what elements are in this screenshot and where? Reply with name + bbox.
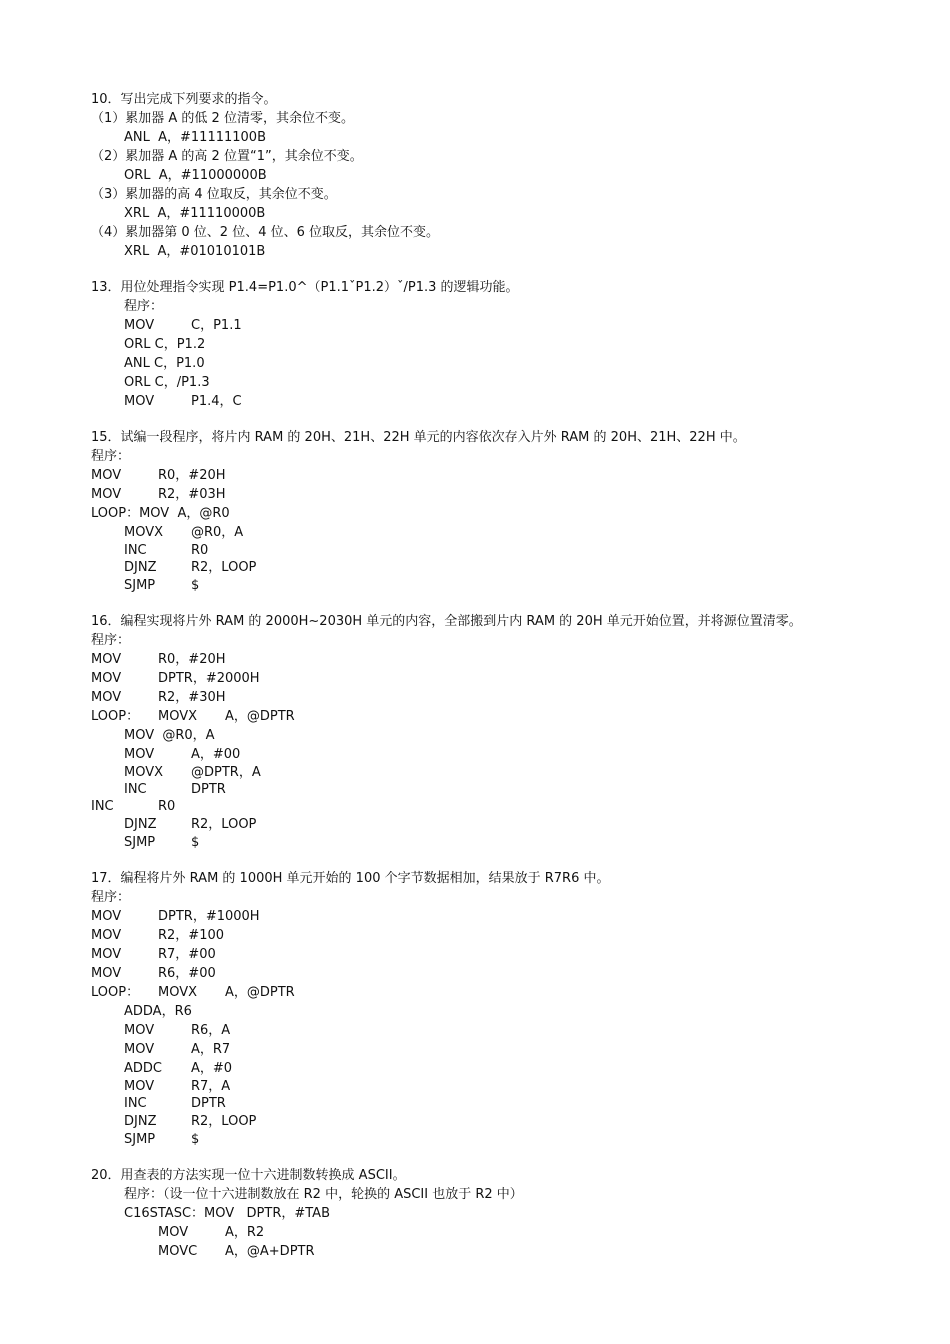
operand: R2，#03H (158, 487, 226, 502)
opcode: ADDC (124, 1061, 162, 1076)
operand: $ (191, 1132, 200, 1147)
opcode: MOV (124, 318, 155, 333)
opcode: MOVX (124, 765, 164, 780)
q15-code-line (91, 542, 911, 559)
code-label: LOOP： (91, 709, 140, 724)
q17-code-line (91, 1113, 911, 1131)
q10-answer1: ANL A，#11111100B (124, 130, 266, 145)
q13-code-line (91, 392, 911, 411)
q10-part3: （3）累加器的高 4 位取反，其余位不变。 (91, 187, 337, 202)
q17-code-line (91, 983, 911, 1002)
opcode: DJNZ (124, 560, 157, 575)
q20-program-label: 程序：（设一位十六进制数放在 R2 中，轮换的 ASCII 也放于 R2 中） (124, 1187, 523, 1202)
opcode: MOV (91, 928, 122, 943)
operand: C，P1.1 (191, 318, 242, 333)
operand: DPTR (191, 782, 226, 797)
q17-code-line (91, 964, 911, 983)
q13-code-line (91, 316, 911, 335)
opcode: SJMP (124, 835, 156, 850)
q16-code-line (91, 745, 911, 764)
operand: R2，LOOP (191, 560, 257, 575)
operand: A，@DPTR (225, 985, 295, 1000)
q16-code-line (91, 798, 911, 816)
operand: P1.4，C (191, 394, 242, 409)
operand: R7，A (191, 1079, 231, 1094)
opcode: MOV (124, 1023, 155, 1038)
operand: R0 (191, 543, 209, 558)
operand: DPTR (191, 1096, 226, 1111)
q16-code-line: MOV @R0，A (124, 728, 215, 743)
q15-code-line: LOOP：MOV A，@R0 (91, 506, 230, 521)
q20-title: 20．用查表的方法实现一位十六进制数转换成 ASCII。 (91, 1168, 406, 1183)
q16-code-line (91, 669, 911, 688)
q15-code-line (91, 466, 911, 485)
q17-code-line (91, 945, 911, 964)
q13-title: 13．用位处理指令实现 P1.4=P1.0^（P1.1ˇP1.2）ˇ/P1.3 的逻辑功能。 (91, 280, 519, 295)
q16-code-line (91, 650, 911, 669)
opcode: INC (124, 782, 147, 797)
q15-code-line (91, 523, 911, 542)
opcode: SJMP (124, 578, 156, 593)
operand: @R0，A (191, 525, 244, 540)
opcode: SJMP (124, 1132, 156, 1147)
q16-title: 16．编程实现将片外 RAM 的 2000H~2030H 单元的内容，全部搬到片内 RAM 的 20H 单元开始位置，并将源位置清零。 (91, 614, 802, 629)
q17-code-line (91, 1131, 911, 1149)
q16-code-line (91, 688, 911, 707)
q10-title: 10．写出完成下列要求的指令。 (91, 92, 277, 107)
operand: R6，#00 (158, 966, 216, 981)
operand: A，R2 (225, 1225, 265, 1240)
operand: DPTR，#2000H (158, 671, 260, 686)
q16-code-line (91, 834, 911, 852)
q17-program-label: 程序： (91, 890, 131, 905)
q13-program-label: 程序： (124, 299, 164, 314)
operand: R2，#30H (158, 690, 226, 705)
opcode: MOV (91, 947, 122, 962)
operand: DPTR，#1000H (158, 909, 260, 924)
q13-code-line: ORL C，/P1.3 (124, 375, 210, 390)
opcode: MOV (124, 1079, 155, 1094)
q15-code-line (91, 485, 911, 504)
q15-title: 15．试编一段程序，将片内 RAM 的 20H、21H、22H 单元的内容依次存入片外 RAM 的 20H、21H、22H 中。 (91, 430, 746, 445)
q16-code-line (91, 781, 911, 798)
operand: R2，LOOP (191, 1114, 257, 1129)
opcode: INC (124, 1096, 147, 1111)
opcode: MOVX (124, 525, 164, 540)
operand: R0，#20H (158, 652, 226, 667)
q15-code-line (91, 559, 911, 577)
document-page (91, 90, 911, 1261)
operand: R2，LOOP (191, 817, 257, 832)
operand: A，#00 (191, 747, 241, 762)
opcode: MOV (91, 487, 122, 502)
q20-code-line (91, 1223, 911, 1242)
q16-program-label: 程序： (91, 633, 131, 648)
opcode: MOVX (158, 985, 198, 1000)
opcode: MOV (158, 1225, 189, 1240)
operand: R2，#100 (158, 928, 225, 943)
operand: A，@A+DPTR (225, 1244, 315, 1259)
q15-code-line (91, 577, 911, 595)
q17-code-line (91, 1059, 911, 1078)
opcode: MOV (91, 468, 122, 483)
opcode: MOV (91, 909, 122, 924)
q17-code-line (91, 907, 911, 926)
operand: R0，#20H (158, 468, 226, 483)
q17-title: 17．编程将片外 RAM 的 1000H 单元开始的 100 个字节数据相加，结果放于 R7R6 中。 (91, 871, 610, 886)
q16-code-line (91, 816, 911, 834)
q16-code-line (91, 764, 911, 781)
opcode: MOVX (158, 709, 198, 724)
q10-answer3: XRL A，#11110000B (124, 206, 266, 221)
q13-code-line: ORL C，P1.2 (124, 337, 206, 352)
q15-program-label: 程序： (91, 449, 131, 464)
code-label: LOOP： (91, 985, 140, 1000)
q17-code-line (91, 926, 911, 945)
operand: A，R7 (191, 1042, 231, 1057)
operand: R6，A (191, 1023, 231, 1038)
q20-code-line (91, 1242, 911, 1261)
q10-answer2: ORL A，#11000000B (124, 168, 267, 183)
q17-code-line (91, 1078, 911, 1095)
q17-code-line (91, 1040, 911, 1059)
q10-part2: （2）累加器 A 的高 2 位置“1”，其余位不变。 (91, 149, 363, 164)
q13-code-line: ANL C，P1.0 (124, 356, 205, 371)
q10-part1: （1）累加器 A 的低 2 位清零，其余位不变。 (91, 111, 354, 126)
opcode: MOV (91, 671, 122, 686)
opcode: MOV (124, 747, 155, 762)
operand: A，#0 (191, 1061, 233, 1076)
q17-code-line: ADDA，R6 (124, 1004, 192, 1019)
operand: $ (191, 835, 200, 850)
q16-code-line (91, 707, 911, 726)
operand: @DPTR，A (191, 765, 261, 780)
opcode: MOV (124, 1042, 155, 1057)
q17-code-line (91, 1021, 911, 1040)
operand: R0 (158, 799, 176, 814)
q20-code-line: C16STASC：MOV DPTR，#TAB (124, 1206, 330, 1221)
opcode: MOV (124, 394, 155, 409)
opcode: INC (91, 799, 114, 814)
opcode: MOV (91, 690, 122, 705)
operand: A，@DPTR (225, 709, 295, 724)
q10-answer4: XRL A，#01010101B (124, 244, 266, 259)
opcode: MOV (91, 652, 122, 667)
opcode: DJNZ (124, 817, 157, 832)
operand: $ (191, 578, 200, 593)
q17-code-line (91, 1095, 911, 1113)
opcode: MOVC (158, 1244, 198, 1259)
operand: R7，#00 (158, 947, 216, 962)
opcode: DJNZ (124, 1114, 157, 1129)
q10-part4: （4）累加器第 0 位、2 位、4 位、6 位取反，其余位不变。 (91, 225, 440, 240)
opcode: INC (124, 543, 147, 558)
opcode: MOV (91, 966, 122, 981)
